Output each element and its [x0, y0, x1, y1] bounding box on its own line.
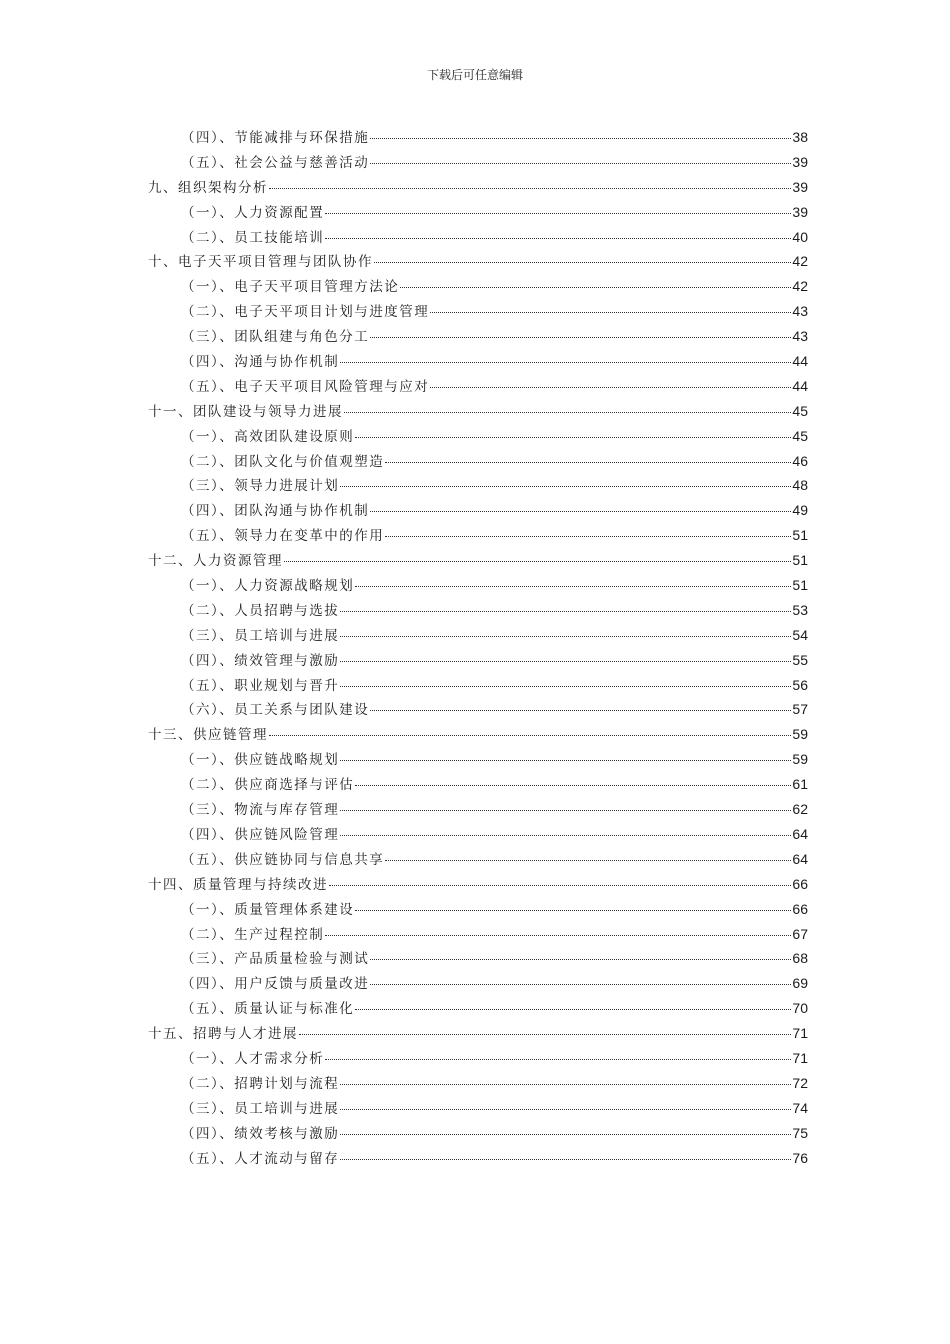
toc-entry-page-number: 44 [792, 377, 808, 394]
toc-entry-page-number: 70 [792, 1000, 808, 1017]
toc-entry-page-number: 43 [792, 328, 808, 345]
toc-entry-title: （二）、供应商选择与评估 [181, 777, 355, 794]
toc-entry-title: （四）、绩效考核与激励 [181, 1125, 340, 1142]
toc-entry-title: （四）、沟通与协作机制 [181, 354, 340, 371]
dot-leader [430, 312, 791, 313]
toc-entry-page-number: 69 [792, 975, 808, 992]
toc-entry-title: （二）、招聘计划与流程 [181, 1075, 340, 1092]
toc-entry-page-number: 38 [792, 129, 808, 145]
toc-section-entry[interactable] [148, 325, 808, 350]
toc-entry-title: （一）、质量管理体系建设 [181, 901, 355, 918]
toc-entry-page-number: 45 [792, 402, 808, 419]
dot-leader [340, 686, 791, 687]
toc-entry-title: （三）、领导力进展计划 [181, 478, 340, 495]
dot-leader [344, 412, 791, 413]
toc-entry-title: （一）、高效团队建设原则 [181, 428, 355, 445]
dot-leader [340, 1159, 791, 1160]
toc-section-entry[interactable] [148, 474, 808, 499]
dot-leader [340, 835, 791, 836]
toc-section-entry[interactable] [148, 997, 808, 1022]
toc-entry-page-number: 55 [792, 651, 808, 668]
toc-section-entry[interactable] [148, 698, 808, 723]
toc-entry-page-number: 72 [792, 1074, 808, 1091]
toc-entry-title: （二）、电子天平项目计划与进度管理 [181, 304, 430, 321]
toc-entry-title: （四）、绩效管理与激励 [181, 652, 340, 669]
dot-leader [340, 1109, 791, 1110]
toc-entry-page-number: 57 [792, 701, 808, 718]
dot-leader [374, 262, 791, 263]
table-of-contents [148, 126, 808, 1171]
dot-leader [355, 1009, 791, 1010]
toc-entry-title: （五）、社会公益与慈善活动 [181, 154, 370, 171]
toc-entry-page-number: 71 [792, 1049, 808, 1066]
dot-leader [355, 586, 791, 587]
toc-entry-title: （四）、用户反馈与质量改进 [181, 976, 370, 993]
dot-leader [340, 1134, 791, 1135]
toc-entry-title: （二）、团队文化与价值观塑造 [181, 453, 385, 470]
toc-entry-page-number: 46 [792, 452, 808, 469]
dot-leader [430, 387, 791, 388]
dot-leader [370, 710, 791, 711]
dot-leader [340, 611, 791, 612]
dot-leader [370, 959, 791, 960]
toc-section-entry[interactable] [148, 226, 808, 251]
dot-leader [385, 860, 791, 861]
toc-entry-title: （一）、供应链战略规划 [181, 752, 340, 769]
toc-entry-title: （五）、电子天平项目风险管理与应对 [181, 378, 430, 395]
dot-leader [370, 163, 791, 164]
toc-entry-title: （二）、生产过程控制 [181, 926, 325, 943]
toc-entry-page-number: 45 [792, 427, 808, 444]
toc-entry-page-number: 66 [792, 900, 808, 917]
toc-entry-page-number: 51 [792, 527, 808, 544]
toc-section-entry[interactable] [148, 350, 808, 375]
toc-entry-page-number: 39 [792, 203, 808, 220]
toc-entry-title: 十五、招聘与人才进展 [148, 1026, 298, 1043]
toc-entry-page-number: 66 [792, 875, 808, 892]
toc-entry-page-number: 49 [792, 502, 808, 519]
toc-section-entry[interactable] [148, 599, 808, 624]
dot-leader [325, 1059, 791, 1060]
toc-entry-title: （五）、职业规划与晋升 [181, 677, 340, 694]
toc-section-entry[interactable] [148, 848, 808, 873]
dot-leader [370, 511, 791, 512]
toc-entry-title: 十、电子天平项目管理与团队协作 [148, 254, 373, 271]
toc-section-entry[interactable] [148, 574, 808, 599]
toc-entry-title: （五）、质量认证与标准化 [181, 1001, 355, 1018]
toc-entry-page-number: 75 [792, 1124, 808, 1141]
toc-section-entry[interactable] [148, 773, 808, 798]
toc-entry-title: （一）、人力资源战略规划 [181, 578, 355, 595]
toc-entry-page-number: 64 [792, 850, 808, 867]
toc-entry-page-number: 39 [792, 153, 808, 170]
toc-entry-page-number: 59 [792, 751, 808, 768]
toc-entry-page-number: 39 [792, 178, 808, 195]
dot-leader [340, 810, 791, 811]
dot-leader [400, 287, 791, 288]
toc-entry-title: 十三、供应链管理 [148, 727, 268, 744]
toc-section-entry[interactable] [148, 425, 808, 450]
dot-leader [385, 462, 791, 463]
toc-section-entry[interactable] [148, 450, 808, 475]
toc-entry-title: （一）、人力资源配置 [181, 204, 325, 221]
toc-chapter-entry[interactable] [148, 1022, 808, 1047]
toc-entry-title: （五）、领导力在变革中的作用 [181, 528, 385, 545]
toc-entry-title: （六）、员工关系与团队建设 [181, 702, 370, 719]
toc-chapter-entry[interactable] [148, 400, 808, 425]
toc-section-entry[interactable] [148, 798, 808, 823]
toc-section-entry[interactable] [148, 624, 808, 649]
toc-section-entry[interactable] [148, 823, 808, 848]
page-header: 下载后可任意编辑 [426, 68, 523, 82]
dot-leader [269, 735, 791, 736]
toc-section-entry[interactable] [148, 748, 808, 773]
toc-entry-title: （二）、人员招聘与选拔 [181, 602, 340, 619]
toc-entry-page-number: 68 [792, 950, 808, 967]
dot-leader [370, 138, 791, 139]
toc-section-entry[interactable] [148, 923, 808, 948]
toc-section-entry[interactable] [148, 649, 808, 674]
toc-entry-title: （三）、产品质量检验与测试 [181, 951, 370, 968]
toc-section-entry[interactable] [148, 499, 808, 524]
toc-entry-page-number: 71 [792, 1025, 808, 1042]
toc-entry-page-number: 54 [792, 626, 808, 643]
toc-entry-page-number: 48 [792, 477, 808, 494]
toc-entry-page-number: 59 [792, 726, 808, 743]
toc-entry-title: （三）、员工培训与进展 [181, 627, 340, 644]
toc-chapter-entry[interactable] [148, 549, 808, 574]
toc-entry-page-number: 76 [792, 1149, 808, 1166]
toc-entry-title: （二）、员工技能培训 [181, 229, 325, 246]
toc-section-entry[interactable] [148, 151, 808, 176]
dot-leader [340, 760, 791, 761]
dot-leader [325, 935, 791, 936]
dot-leader [340, 362, 791, 363]
toc-chapter-entry[interactable] [148, 176, 808, 201]
dot-leader [340, 486, 791, 487]
toc-entry-title: （五）、人才流动与留存 [181, 1150, 340, 1167]
toc-entry-page-number: 40 [792, 228, 808, 245]
dot-leader [370, 984, 791, 985]
toc-entry-page-number: 62 [792, 801, 808, 818]
dot-leader [355, 910, 791, 911]
toc-entry-title: （五）、供应链协同与信息共享 [181, 851, 385, 868]
toc-entry-title: （三）、团队组建与角色分工 [181, 329, 370, 346]
dot-leader [370, 337, 791, 338]
toc-entry-page-number: 56 [792, 676, 808, 693]
dot-leader [355, 785, 791, 786]
toc-entry-title: （四）、节能减排与环保措施 [181, 130, 370, 146]
toc-section-entry[interactable] [148, 972, 808, 997]
toc-entry-title: （一）、人才需求分析 [181, 1050, 325, 1067]
toc-section-entry[interactable] [148, 1097, 808, 1122]
toc-section-entry[interactable] [148, 126, 808, 151]
toc-entry-title: （四）、供应链风险管理 [181, 826, 340, 843]
dot-leader [340, 1084, 791, 1085]
toc-entry-page-number: 42 [792, 278, 808, 295]
toc-section-entry[interactable] [148, 947, 808, 972]
toc-entry-title: （一）、电子天平项目管理方法论 [181, 279, 400, 296]
toc-chapter-entry[interactable] [148, 723, 808, 748]
toc-entry-page-number: 64 [792, 825, 808, 842]
toc-section-entry[interactable] [148, 1072, 808, 1097]
toc-section-entry[interactable] [148, 375, 808, 400]
toc-entry-title: 十一、团队建设与领导力进展 [148, 403, 343, 420]
toc-entry-page-number: 43 [792, 303, 808, 320]
toc-section-entry[interactable] [148, 1147, 808, 1172]
toc-entry-page-number: 74 [792, 1099, 808, 1116]
toc-entry-title: 十二、人力资源管理 [148, 553, 283, 570]
dot-leader [325, 238, 791, 239]
dot-leader [385, 536, 791, 537]
dot-leader [269, 188, 791, 189]
toc-section-entry[interactable] [148, 201, 808, 226]
toc-section-entry[interactable] [148, 524, 808, 549]
toc-chapter-entry[interactable] [148, 250, 808, 275]
toc-entry-page-number: 67 [792, 925, 808, 942]
toc-entry-page-number: 51 [792, 577, 808, 594]
toc-entry-page-number: 44 [792, 353, 808, 370]
dot-leader [340, 661, 791, 662]
dot-leader [340, 636, 791, 637]
toc-entry-title: 十四、质量管理与持续改进 [148, 876, 328, 893]
toc-chapter-entry[interactable] [148, 873, 808, 898]
toc-entry-page-number: 53 [792, 601, 808, 618]
toc-section-entry[interactable] [148, 1122, 808, 1147]
toc-entry-page-number: 42 [792, 253, 808, 270]
toc-entry-page-number: 51 [792, 552, 808, 569]
toc-section-entry[interactable] [148, 275, 808, 300]
dot-leader [329, 885, 791, 886]
dot-leader [299, 1034, 791, 1035]
dot-leader [325, 213, 791, 214]
dot-leader [355, 437, 791, 438]
toc-entry-title: （三）、员工培训与进展 [181, 1100, 340, 1117]
toc-section-entry[interactable] [148, 1047, 808, 1072]
toc-section-entry[interactable] [148, 300, 808, 325]
toc-entry-page-number: 61 [792, 776, 808, 793]
dot-leader [284, 561, 791, 562]
toc-section-entry[interactable] [148, 674, 808, 699]
toc-section-entry[interactable] [148, 898, 808, 923]
toc-entry-title: （三）、物流与库存管理 [181, 802, 340, 819]
toc-entry-title: 九、组织架构分析 [148, 179, 268, 196]
toc-entry-title: （四）、团队沟通与协作机制 [181, 503, 370, 520]
